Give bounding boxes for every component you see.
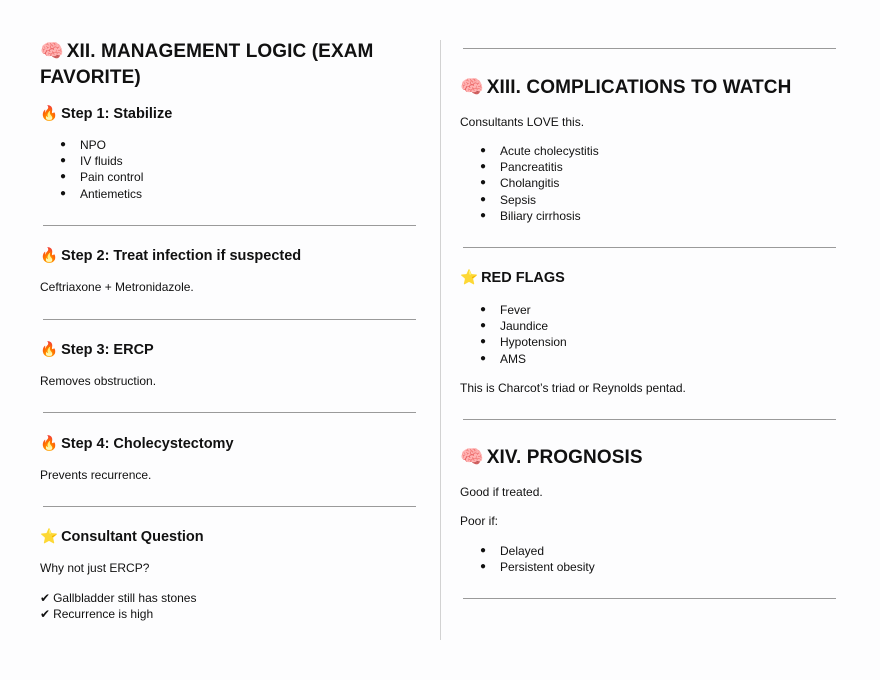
fire-icon: 🔥 (40, 106, 59, 122)
complications-intro: Consultants LOVE this. (460, 115, 585, 129)
divider (43, 319, 416, 320)
fire-icon: 🔥 (40, 342, 59, 358)
step3-heading: Step 3: ERCP (61, 342, 154, 358)
list-item: ● NPO (60, 137, 143, 153)
prognosis-good: Good if treated. (460, 485, 543, 499)
section-xii-title: XII. MANAGEMENT LOGIC (EXAM FAVORITE) (40, 41, 374, 88)
step4-block (40, 434, 234, 454)
consultant-answers (40, 590, 196, 622)
step4-heading: Step 4: Cholecystectomy (61, 436, 234, 452)
divider (43, 412, 416, 413)
answer-text: Recurrence is high (53, 607, 154, 621)
red-flags-note: This is Charcot’s triad or Reynolds pentad. (460, 381, 686, 395)
list-item: ● Jaundice (480, 318, 567, 334)
brain-icon: 🧠 (460, 76, 484, 98)
check-icon: ✔ (40, 607, 51, 621)
prognosis-list (460, 543, 595, 575)
divider (463, 419, 836, 420)
step3-text-block (40, 373, 156, 389)
step2-text-block (40, 279, 194, 295)
red-flags-heading: RED FLAGS (481, 270, 565, 286)
consultant-heading: Consultant Question (61, 529, 204, 545)
fire-icon: 🔥 (40, 248, 59, 264)
step1-list (40, 137, 143, 202)
brain-icon: 🧠 (460, 446, 484, 468)
check-icon: ✔ (40, 591, 51, 605)
answer-text: Gallbladder still has stones (53, 591, 197, 605)
step2-heading: Step 2: Treat infection if suspected (61, 248, 302, 264)
list-item: ● Delayed (480, 543, 595, 559)
list-item: ● Biliary cirrhosis (480, 208, 599, 224)
brain-icon: 🧠 (40, 40, 64, 62)
section-xiii-heading (460, 74, 791, 101)
list-item: ● IV fluids (60, 153, 143, 169)
list-item: ● Antiemetics (60, 186, 143, 202)
list-item: ● Fever (480, 302, 567, 318)
step4-text: Prevents recurrence. (40, 468, 152, 482)
list-item: ● Pain control (60, 169, 143, 185)
star-icon: ⭐ (40, 529, 59, 545)
complications-list (460, 143, 599, 224)
step1-block (40, 104, 172, 124)
list-item: ● Acute cholecystitis (480, 143, 599, 159)
prognosis-good-block (460, 484, 543, 500)
consultant-question: Why not just ERCP? (40, 561, 150, 575)
step2-text: Ceftriaxone + Metronidazole. (40, 280, 194, 294)
section-xiv-heading (460, 444, 643, 471)
red-flags-note-block (460, 380, 686, 396)
prognosis-poor: Poor if: (460, 514, 499, 528)
divider (463, 598, 836, 599)
list-item: ● Persistent obesity (480, 559, 595, 575)
list-item: ● AMS (480, 351, 567, 367)
divider (463, 247, 836, 248)
list-item: ● Hypotension (480, 334, 567, 350)
consultant-question-block (40, 560, 149, 576)
step2-block (40, 246, 301, 266)
section-xiii-title: XIII. COMPLICATIONS TO WATCH (486, 77, 792, 98)
fire-icon: 🔥 (40, 436, 59, 452)
divider (43, 225, 416, 226)
section-xii-heading (40, 38, 420, 91)
complications-intro-block (460, 114, 584, 130)
red-flags-list (460, 302, 567, 367)
step1-heading: Step 1: Stabilize (61, 106, 173, 122)
prognosis-poor-block (460, 513, 498, 529)
star-icon: ⭐ (460, 270, 479, 286)
section-xiv-title: XIV. PROGNOSIS (486, 447, 643, 468)
divider (463, 48, 836, 49)
consultant-block (40, 527, 204, 547)
column-divider (440, 40, 441, 640)
list-item: ● Cholangitis (480, 175, 599, 191)
step3-block (40, 340, 154, 360)
red-flags-block (460, 268, 565, 288)
divider (43, 506, 416, 507)
step3-text: Removes obstruction. (40, 374, 157, 388)
list-item: ● Sepsis (480, 192, 599, 208)
step4-text-block (40, 467, 151, 483)
list-item: ● Pancreatitis (480, 159, 599, 175)
